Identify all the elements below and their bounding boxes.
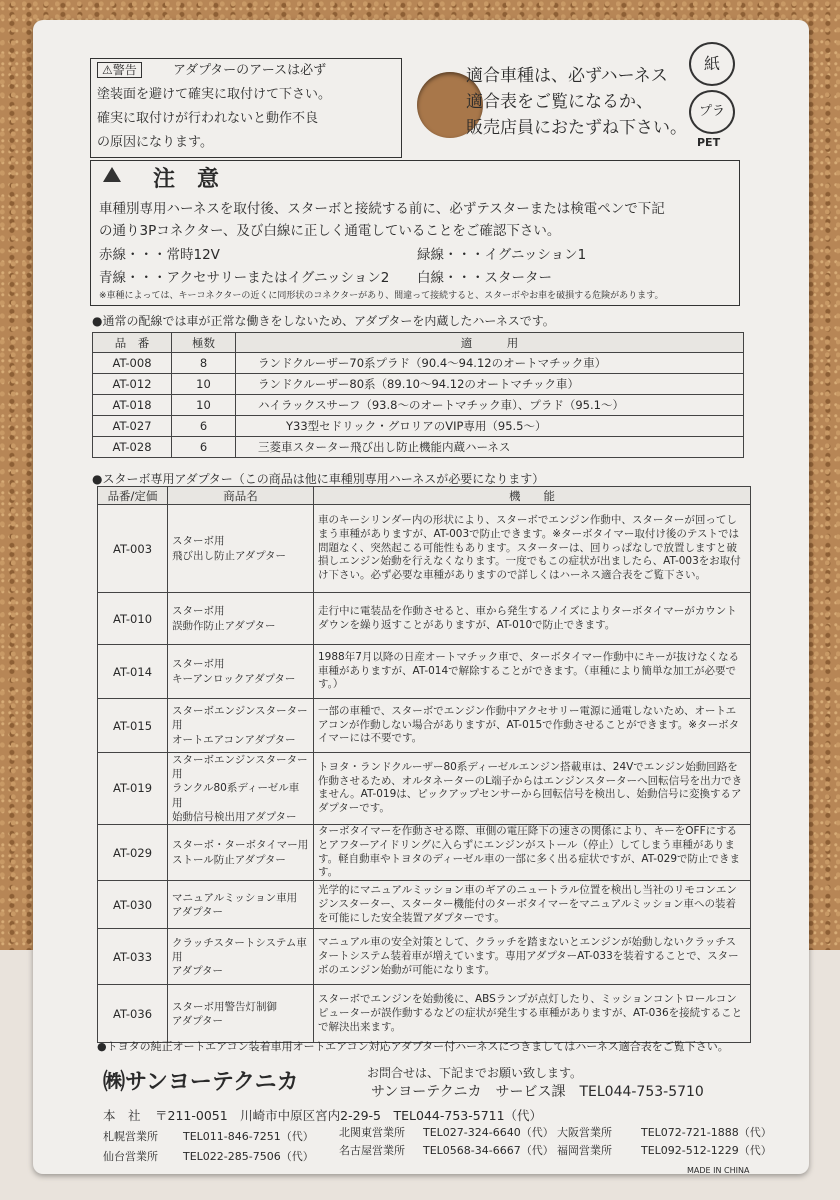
wire-red: 赤線・・・常時12V xyxy=(99,247,220,263)
part-code: AT-036 xyxy=(98,985,168,1043)
function-text: マニュアル車の安全対策として、クラッチを踏まないとエンジンが始動しないクラッチスタートシステム装着車が増えています。専用アダプターAT-033を装着することで、スターボのエンジン始動が可能になります。 xyxy=(314,929,751,985)
wire-white: 白線・・・スターター xyxy=(417,270,552,286)
harness-table xyxy=(92,332,744,458)
col-header: 品 番 xyxy=(93,333,172,353)
caution-line: 車種別専用ハーネスを取付後、スターボと接続する前に、必ずテスターまたは検電ペンで下記 xyxy=(99,201,665,217)
table-row xyxy=(98,593,751,645)
company-logo: ㈱サンヨーテクニカ xyxy=(103,1070,299,1095)
made-in-label: MADE IN CHINA xyxy=(687,1166,750,1175)
caution-title: 注 意 xyxy=(153,167,220,192)
caution-note: ※車種によっては、キーコネクターの近くに同形状のコネクターがあり、間違って接続すると、スターボやお車を破損する危険があります。 xyxy=(99,291,664,301)
compat-line: 適合車種は、必ずハーネス xyxy=(466,66,668,86)
product-name-line: マニュアルミッション車用 xyxy=(172,891,298,904)
part-code: AT-029 xyxy=(98,824,168,880)
office-phone: TEL011-846-7251（代） xyxy=(183,1130,314,1143)
product-name-line: ストール防止アダプター xyxy=(172,853,286,866)
part-code: AT-030 xyxy=(98,881,168,929)
caution-box xyxy=(90,160,740,306)
warning-box xyxy=(90,58,402,158)
product-name-line: スターボ用 xyxy=(172,605,225,618)
office-phone: TEL092-512-1229（代） xyxy=(641,1144,772,1157)
office-name: 名古屋営業所 xyxy=(339,1144,405,1157)
table-row xyxy=(98,824,751,880)
warning-line: の原因になります。 xyxy=(97,135,213,150)
inquiry-text: お問合せは、下記までお願い致します。 xyxy=(367,1066,583,1080)
table-row xyxy=(98,505,751,593)
product-name-line: スターボ用 xyxy=(172,658,225,671)
product-name-line: キーアンロックアダプター xyxy=(172,672,296,685)
product-name-line: スターボエンジンスターター用 xyxy=(172,754,308,781)
col-header: 品番/定価 xyxy=(98,487,168,505)
part-code: AT-019 xyxy=(98,753,168,825)
warning-line: アダプターのアースは必ず xyxy=(173,63,327,78)
part-code: AT-033 xyxy=(98,929,168,985)
warning-icon: ⚠ xyxy=(102,63,113,77)
caution-line: の通り3Pコネクター、及び白線に正しく通電していることをご確認下さい。 xyxy=(99,223,561,239)
table-row xyxy=(98,645,751,699)
table-row xyxy=(98,753,751,825)
warning-line: 塗装面を避けて確実に取付けて下さい。 xyxy=(97,87,332,102)
function-text: 1988年7月以降の日産オートマチック車で、ターボタイマー作動中にキーが抜けなくなる車種がありますが、AT-014で解除することができます。（車種により簡単な加工が必要です。） xyxy=(314,645,751,699)
product-name-line: スターボ用 xyxy=(172,535,225,548)
plastic-recycle-icon: プラ xyxy=(689,90,735,134)
adapter-table xyxy=(97,486,751,1043)
product-name-line: オートエアコンアダプター xyxy=(172,733,296,746)
product-name xyxy=(168,699,314,753)
table-row xyxy=(98,929,751,985)
function-text: ターボタイマーを作動させる際、車側の電圧降下の速さの関係により、キーをOFFにするとアフターアイドリングに入らずにエンジンがストール（停止）してしまう車種があります。軽自動車やトヨタのディーゼル車の一部に多く出る症状ですが、AT-029で防止できます。 xyxy=(314,824,751,880)
harness-heading: ●通常の配線では車が正常な働きをしないため、アダプターを内蔵したハーネスです。 xyxy=(92,314,555,328)
compat-line: 販売店員におたずね下さい。 xyxy=(466,118,687,138)
product-name-line: アダプター xyxy=(172,905,224,918)
function-text: 光学的にマニュアルミッション車のギアのニュートラル位置を検出し当社のリモコンエンジンスターター、スターター機能付のターボタイマーをマニュアルミッション車への装着を可能にした安全装置アダプターです。 xyxy=(314,881,751,929)
col-header: 機 能 xyxy=(314,487,751,505)
hq-label: 本 社 xyxy=(103,1108,141,1123)
office-name: 仙台営業所 xyxy=(103,1150,158,1163)
table-row: AT-028 6 三菱車スターター飛び出し防止機能内蔵ハーネス xyxy=(93,437,744,458)
table-row xyxy=(98,699,751,753)
product-name xyxy=(168,753,314,825)
col-header: 商品名 xyxy=(168,487,314,505)
part-code: AT-014 xyxy=(98,645,168,699)
product-name-line: スターボエンジンスターター用 xyxy=(172,705,308,732)
office-name: 福岡営業所 xyxy=(557,1144,612,1157)
office-name: 大阪営業所 xyxy=(557,1126,612,1139)
col-header: 適 用 xyxy=(236,333,744,353)
hq-address: 〒211-0051 川崎市中原区宮内2-29-5 TEL044-753-5711（代） xyxy=(155,1108,543,1123)
pet-label: PET xyxy=(697,136,721,149)
product-name xyxy=(168,985,314,1043)
part-code: AT-010 xyxy=(98,593,168,645)
toyota-note: ●トヨタの純正オートエアコン装着車用オートエアコン対応アダプター付ハーネスにつきましてはハーネス適合表をご覧下さい。 xyxy=(97,1040,729,1053)
office-phone: TEL022-285-7506（代） xyxy=(183,1150,314,1163)
part-code: AT-015 xyxy=(98,699,168,753)
wire-blue: 青線・・・アクセサリーまたはイグニッション2 xyxy=(99,270,390,286)
warning-line: 確実に取付けが行われないと動作不良 xyxy=(97,111,319,126)
product-name xyxy=(168,645,314,699)
paper-recycle-icon: 紙 xyxy=(689,42,735,86)
function-text: トヨタ・ランドクルーザー80系ディーゼルエンジン搭載車は、24Vでエンジン始動回路を作動させるため、オルタネーターのL端子からはエンジンスターターへ回転信号を出力できません。AT-019は、ピックアップセンサーから回転信号を検出し、始動信号に変換するアダプターです。 xyxy=(314,753,751,825)
product-name-line: 誤動作防止アダプター xyxy=(172,619,276,632)
product-name-line: 飛び出し防止アダプター xyxy=(172,549,287,562)
table-row: AT-018 10 ハイラックスサーフ（93.8～のオートマチック車）、プラド（95.1～） xyxy=(93,395,744,416)
product-name xyxy=(168,593,314,645)
office-phone: TEL027-324-6640（代） xyxy=(423,1126,554,1139)
caution-icon xyxy=(103,167,121,186)
product-name xyxy=(168,881,314,929)
product-name xyxy=(168,929,314,985)
product-name-line: 始動信号検出用アダプター xyxy=(172,810,297,823)
product-name-line: ランクル80系ディーゼル車用 xyxy=(172,782,300,809)
product-name-line: クラッチスタートシステム車用 xyxy=(172,936,307,963)
part-code: AT-003 xyxy=(98,505,168,593)
adapter-heading: ●スターボ専用アダプター（この商品は他に車種別専用ハーネスが必要になります） xyxy=(92,472,545,486)
product-name-line: スターボ・ターボタイマー用 xyxy=(172,839,309,852)
function-text: 一部の車種で、スターボでエンジン作動中アクセサリー電源に通電しないため、オートエアコンが作動しない場合がありますが、AT-015で作動させることができます。※ターボタイマーには不要です。 xyxy=(314,699,751,753)
col-header: 極数 xyxy=(172,333,236,353)
office-name: 札幌営業所 xyxy=(103,1130,158,1143)
table-row xyxy=(98,881,751,929)
office-phone: TEL072-721-1888（代） xyxy=(641,1126,772,1139)
function-text: 車のキーシリンダー内の形状により、スターボでエンジン作動中、スターターが回ってしまう車種がありますが、AT-003で防止できます。※ターボタイマー取付け後のテストでは問題なく、突然起こる可能性もあります。スターターは、回りっぱなしで放置しますと破損しエンジン始動を行えなくなります。一度でもこの症状が出ましたら、AT-003をお取付け下さい。必ず必要な車種がありますので詳しくはハーネス適合表をご覧下さい。 xyxy=(314,505,751,593)
function-text: 走行中に電装品を作動させると、車から発生するノイズによりターボタイマーがカウントダウンを繰り返すことがありますが、AT-010で防止できます。 xyxy=(314,593,751,645)
office-phone: TEL0568-34-6667（代） xyxy=(423,1144,554,1157)
table-row: AT-008 8 ランドクルーザー70系プラド（90.4～94.12のオートマチック車） xyxy=(93,353,744,374)
product-name xyxy=(168,824,314,880)
package-card xyxy=(33,20,809,1174)
product-name-line: アダプター xyxy=(172,1014,224,1027)
table-row xyxy=(98,985,751,1043)
product-name-line: アダプター xyxy=(172,964,224,977)
product-name xyxy=(168,505,314,593)
wire-green: 緑線・・・イグニッション1 xyxy=(417,247,587,263)
product-name-line: スターボ用警告灯制御 xyxy=(172,1000,277,1013)
table-row: AT-027 6 Y33型セドリック・グロリアのVIP専用（95.5～） xyxy=(93,416,744,437)
table-row: AT-012 10 ランドクルーザー80系（89.10～94.12のオートマチック車） xyxy=(93,374,744,395)
office-name: 北関東営業所 xyxy=(339,1126,405,1139)
warning-label: ⚠警告 xyxy=(97,62,142,78)
function-text: スターボでエンジンを始動後に、ABSランプが点灯したり、ミッションコントロールコンピューターが誤作動するなどの症状が発生する車種がありますが、AT-036を接続することで解決出来ます。 xyxy=(314,985,751,1043)
compat-line: 適合表をご覧になるか、 xyxy=(466,92,653,112)
service-phone: サンヨーテクニカ サービス課 TEL044-753-5710 xyxy=(371,1084,704,1100)
